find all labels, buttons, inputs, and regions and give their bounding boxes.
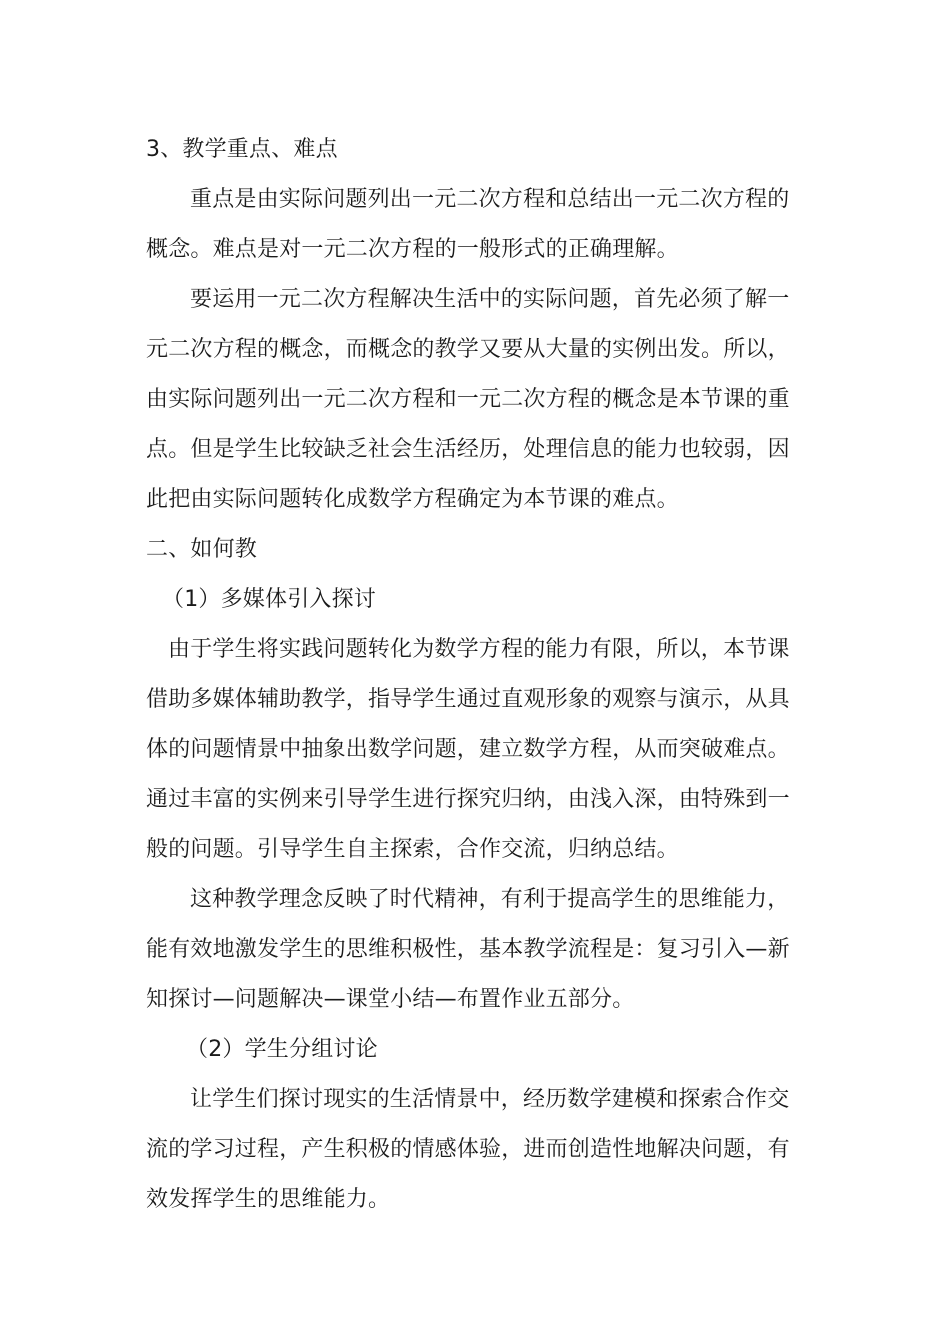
paragraph-line: 知探讨—问题解决—课堂小结—布置作业五部分。	[146, 987, 635, 1012]
paragraph-line: 通过丰富的实例来引导学生进行探究归纳，由浅入深，由特殊到一	[146, 787, 790, 812]
paragraph-line: 此把由实际问题转化成数学方程确定为本节课的难点。	[146, 487, 679, 512]
paragraph-line: 元二次方程的概念，而概念的教学又要从大量的实例出发。所以，	[146, 337, 790, 362]
section-heading-how-to-teach: 二、如何教	[146, 537, 258, 562]
paragraph-line: 般的问题。引导学生自主探索，合作交流，归纳总结。	[146, 837, 679, 862]
paragraph-line: 概念。难点是对一元二次方程的一般形式的正确理解。	[146, 237, 679, 262]
paragraph-line: 体的问题情景中抽象出数学问题，建立数学方程，从而突破难点。	[146, 737, 790, 762]
paragraph-line: 效发挥学生的思维能力。	[146, 1187, 391, 1212]
subsection-heading-multimedia: （1）多媒体引入探讨	[162, 587, 376, 612]
subsection-heading-group-discussion: （2）学生分组讨论	[186, 1037, 378, 1062]
paragraph-line: 这种教学理念反映了时代精神，有利于提高学生的思维能力，	[190, 887, 790, 912]
paragraph-line: 点。但是学生比较缺乏社会生活经历，处理信息的能力也较弱，因	[146, 437, 790, 462]
paragraph-line: 借助多媒体辅助教学，指导学生通过直观形象的观察与演示，从具	[146, 687, 790, 712]
paragraph-line: 要运用一元二次方程解决生活中的实际问题，首先必须了解一	[190, 287, 790, 312]
paragraph-line: 让学生们探讨现实的生活情景中，经历数学建模和探索合作交	[190, 1087, 790, 1112]
paragraph-line: 由于学生将实践问题转化为数学方程的能力有限，所以，本节课	[168, 637, 790, 662]
paragraph-line: 流的学习过程，产生积极的情感体验，进而创造性地解决问题，有	[146, 1137, 790, 1162]
paragraph-line: 能有效地激发学生的思维积极性，基本教学流程是：复习引入—新	[146, 937, 790, 962]
paragraph-line: 重点是由实际问题列出一元二次方程和总结出一元二次方程的	[190, 187, 790, 212]
paragraph-line: 由实际问题列出一元二次方程和一元二次方程的概念是本节课的重	[146, 387, 790, 412]
section-heading-key-points: 3、教学重点、难点	[146, 137, 338, 162]
